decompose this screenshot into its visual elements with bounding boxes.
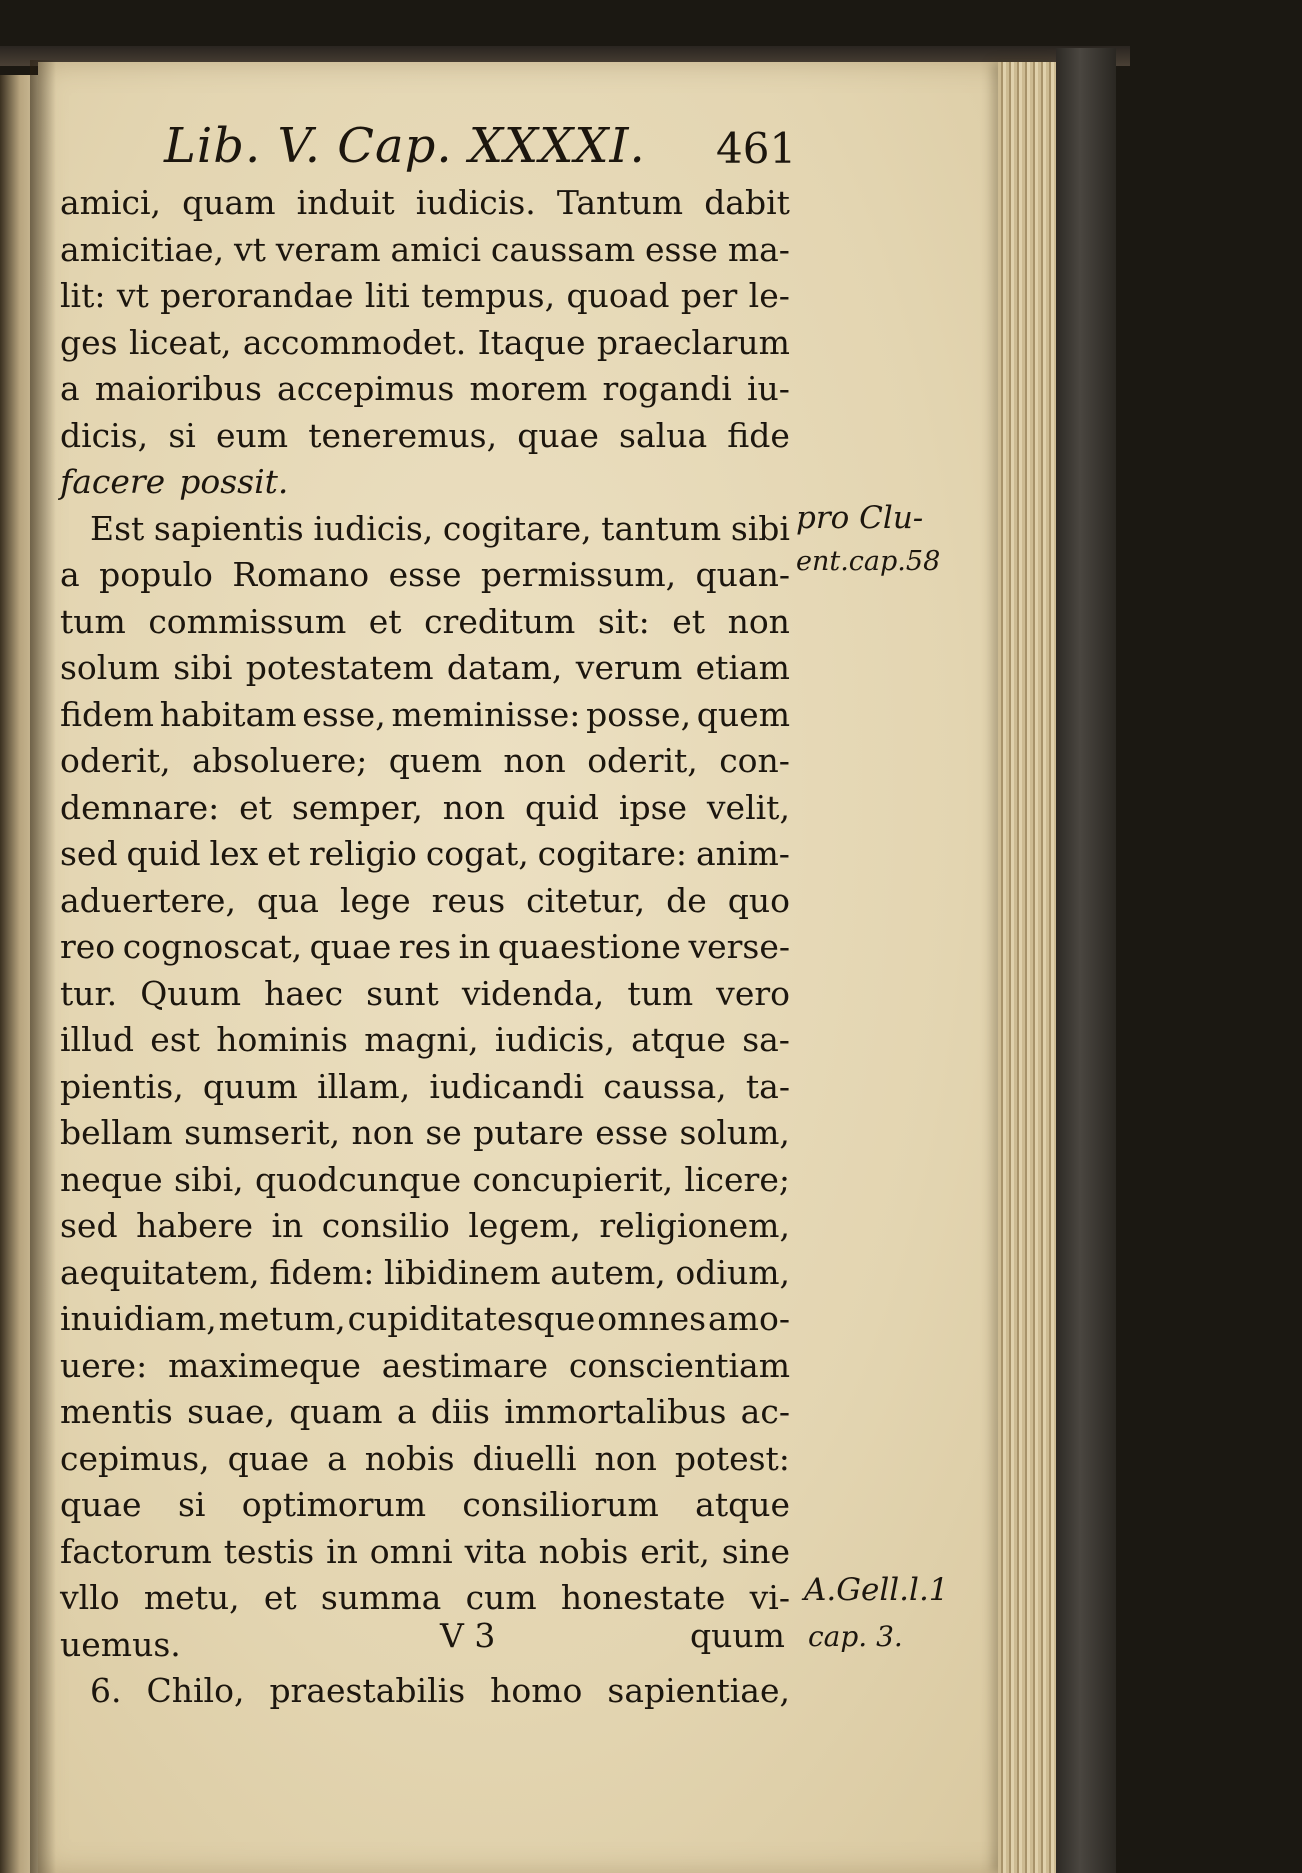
word: le-	[748, 276, 790, 315]
word: iu-	[746, 369, 790, 408]
word: quan-	[695, 555, 790, 594]
word: videnda,	[461, 973, 605, 1013]
word: caussam	[490, 229, 636, 269]
word: est	[150, 1020, 201, 1059]
text-line	[60, 366, 790, 413]
text-line	[60, 180, 790, 227]
word: et	[672, 601, 706, 641]
word: veram	[275, 229, 381, 269]
text-line	[60, 320, 790, 367]
word: velit,	[706, 787, 790, 827]
word: vita	[464, 1531, 527, 1571]
word: aestimare	[381, 1345, 549, 1385]
text-line	[60, 459, 790, 506]
word: ta-	[745, 1066, 790, 1106]
word: aduertere,	[60, 880, 236, 920]
word: tantum	[601, 508, 722, 548]
word: omni	[369, 1531, 453, 1571]
word: cogitare:	[537, 834, 688, 873]
word: pientis,	[60, 1066, 184, 1106]
word: quid	[524, 787, 600, 827]
word: a	[60, 369, 80, 408]
word: fide	[727, 415, 790, 455]
word: verum	[575, 648, 683, 687]
word: Est	[90, 508, 145, 548]
word: per	[680, 276, 738, 315]
margin-note-1-line-1: pro Clu-	[796, 500, 924, 536]
word: populo	[99, 555, 213, 594]
word: mentis	[60, 1392, 173, 1431]
word: ma-	[727, 229, 790, 269]
catchword: quum	[690, 1616, 785, 1655]
word: accommodet.	[242, 322, 467, 362]
word: amicitiae,	[60, 229, 225, 269]
word: atque	[695, 1485, 790, 1524]
word: honestate	[560, 1578, 726, 1617]
word: sed	[60, 1206, 118, 1245]
word: sapientis	[153, 508, 304, 548]
word: cogitare,	[442, 508, 592, 548]
word: se	[425, 1113, 462, 1152]
text-line	[60, 831, 790, 878]
word: quam	[182, 183, 276, 222]
word: esse	[595, 1113, 669, 1152]
signature-mark: V 3	[440, 1616, 496, 1655]
word: posse,	[586, 694, 692, 734]
word: si	[168, 415, 196, 455]
word: res	[398, 927, 452, 966]
word: in	[326, 1531, 358, 1571]
book-cover	[1056, 48, 1116, 1873]
word: licere;	[684, 1159, 790, 1199]
text-line	[60, 1575, 790, 1622]
word: sumserit,	[184, 1113, 341, 1152]
word: uere:	[60, 1345, 148, 1385]
word: tum	[60, 601, 126, 641]
word: eum	[215, 415, 289, 455]
word: lit:	[60, 276, 106, 315]
text-line	[60, 1622, 790, 1669]
word: quodcunque	[254, 1159, 462, 1199]
word: suae,	[187, 1392, 275, 1431]
word: tum	[627, 973, 694, 1013]
word: dabit	[704, 183, 790, 222]
text-line	[60, 1064, 790, 1111]
text-line	[60, 413, 790, 460]
word: odium,	[675, 1252, 790, 1292]
word: cepimus,	[60, 1438, 210, 1478]
word: summa	[320, 1578, 442, 1617]
word: perorandae	[160, 276, 354, 315]
word: conscientiam	[568, 1345, 790, 1385]
word: vi-	[749, 1578, 790, 1617]
word: accepimus	[277, 369, 455, 408]
margin-note-2-line-1: A.Gell.l.1	[804, 1572, 949, 1608]
word: quae	[227, 1438, 310, 1478]
text-line	[60, 738, 790, 785]
word: maximeque	[168, 1345, 361, 1385]
word: a	[60, 555, 80, 594]
word: testis	[223, 1531, 315, 1571]
spine-shadow	[30, 60, 56, 1873]
word: sunt	[366, 973, 439, 1013]
word: immortalibus	[504, 1392, 727, 1431]
margin-note-1-line-2: ent.cap.58	[796, 546, 941, 577]
word: sapientiae,	[607, 1671, 790, 1710]
running-header	[60, 100, 797, 180]
word: tur.	[60, 973, 118, 1013]
word: permissum,	[480, 555, 677, 594]
word: citetur,	[526, 880, 646, 920]
word: neque	[60, 1159, 163, 1199]
text-line	[60, 1157, 790, 1204]
word: quid	[126, 834, 201, 873]
word: omnes	[597, 1299, 707, 1338]
text-block	[60, 100, 797, 1715]
word: Romano	[232, 555, 370, 594]
word: quoad	[566, 276, 670, 315]
text-line	[60, 1343, 790, 1390]
word: caussa,	[603, 1066, 727, 1106]
margin-note-2-line-2: cap. 3.	[808, 1620, 903, 1653]
word: concupierit,	[472, 1159, 674, 1199]
word: putare	[473, 1113, 584, 1152]
word: non	[594, 1438, 657, 1478]
word: quae	[60, 1485, 142, 1524]
word: demnare:	[60, 787, 220, 827]
word: si	[177, 1485, 206, 1524]
word: teneremus,	[308, 415, 498, 455]
text-line	[60, 599, 790, 646]
word: aequitatem,	[60, 1252, 260, 1292]
word: inuidiam,	[60, 1299, 217, 1338]
word: quae	[309, 927, 392, 966]
word: verse-	[688, 927, 790, 966]
word: cum	[465, 1578, 537, 1617]
word: quaestione	[497, 927, 681, 966]
word: Itaque	[477, 322, 586, 362]
word: tempus,	[421, 276, 556, 315]
word: factorum	[60, 1531, 212, 1571]
word: Quum	[140, 973, 242, 1013]
word: autem,	[550, 1252, 666, 1292]
word: sed	[60, 834, 118, 873]
word: metu,	[143, 1578, 240, 1617]
word: vllo	[60, 1578, 120, 1617]
word: quae	[517, 415, 599, 455]
word: in	[458, 927, 491, 966]
word: reo	[60, 927, 116, 966]
text-line	[60, 1250, 790, 1297]
word: consilio	[321, 1206, 450, 1245]
text-line	[60, 1389, 790, 1436]
word: in	[271, 1206, 304, 1245]
word: anim-	[695, 834, 790, 873]
word: solum	[60, 648, 160, 687]
word: nobis	[364, 1438, 455, 1478]
word: sibi,	[173, 1159, 244, 1199]
word: habere	[136, 1206, 253, 1245]
word: non	[503, 741, 566, 780]
text-line	[60, 1296, 790, 1343]
word: potest:	[674, 1438, 790, 1478]
word: non	[351, 1113, 414, 1152]
word: lege	[339, 880, 411, 920]
word: bellam	[60, 1113, 173, 1152]
word: cogat,	[425, 834, 529, 873]
text-line	[60, 971, 790, 1018]
word: iudicis,	[494, 1020, 615, 1059]
word: sibi	[730, 508, 790, 548]
word: optimorum	[241, 1485, 427, 1524]
word: Chilo,	[146, 1671, 245, 1710]
word: erit,	[640, 1531, 710, 1571]
word: datam,	[446, 648, 563, 687]
word: et	[368, 601, 402, 641]
word: sit:	[597, 601, 650, 641]
word: ipse	[618, 787, 688, 827]
word: praestabilis	[269, 1671, 466, 1710]
word: etiam	[695, 648, 790, 687]
word: homo	[490, 1671, 583, 1710]
text-line	[60, 552, 790, 599]
word: amo-	[708, 1299, 790, 1338]
word: induit	[296, 183, 395, 222]
word: et	[263, 1578, 297, 1617]
word: esse	[645, 229, 718, 269]
word: libidinem	[384, 1252, 541, 1292]
word: commissum	[148, 601, 347, 641]
word: quo	[727, 880, 790, 920]
word: cupiditatesque	[347, 1299, 596, 1338]
text-line	[60, 1110, 790, 1157]
word: praeclarum	[596, 322, 790, 362]
text-line	[60, 273, 790, 320]
page-number: 461	[716, 124, 797, 173]
word: iudicis,	[313, 508, 434, 548]
word: habitam	[159, 694, 297, 734]
text-line	[60, 1017, 790, 1064]
word: meminisse:	[391, 694, 581, 734]
word: magni,	[364, 1020, 479, 1059]
running-title: Lib. V. Cap. XXXXI.	[164, 118, 646, 174]
text-line	[60, 1203, 790, 1250]
word: Tantum	[556, 183, 684, 222]
word: fidem:	[269, 1252, 375, 1292]
page-edges	[998, 62, 1058, 1873]
text-line	[60, 1529, 790, 1576]
text-line	[60, 645, 790, 692]
word: quum	[202, 1066, 298, 1106]
text-line	[60, 506, 790, 553]
word: con-	[719, 741, 790, 780]
word: reus	[431, 880, 506, 920]
word: iudicis.	[415, 183, 536, 222]
word: a	[396, 1392, 417, 1431]
word: et	[267, 834, 300, 873]
word: nobis	[538, 1531, 629, 1571]
word: religio	[308, 834, 417, 873]
word: diis	[430, 1392, 490, 1431]
word: illud	[60, 1020, 135, 1059]
word: non	[727, 601, 790, 641]
word: religionem,	[599, 1206, 790, 1245]
word: lex	[209, 834, 259, 873]
word: et	[239, 787, 272, 827]
word: liceat,	[128, 322, 232, 362]
word: oderit,	[587, 741, 698, 780]
word: atque	[631, 1020, 726, 1059]
word: diuelli	[472, 1438, 577, 1478]
word: dicis,	[60, 415, 149, 455]
word: facere	[60, 462, 166, 501]
word: uemus.	[60, 1624, 181, 1664]
word: illam,	[317, 1066, 411, 1106]
word: esse	[388, 555, 462, 594]
word: absoluere;	[192, 741, 368, 780]
word: ac-	[740, 1392, 790, 1431]
word: amici	[390, 229, 482, 269]
word: ges	[60, 322, 118, 362]
word: a	[327, 1438, 347, 1478]
word: metum,	[218, 1299, 346, 1338]
word: consiliorum	[462, 1485, 659, 1524]
word: quam	[289, 1392, 383, 1431]
word: quem	[388, 741, 482, 780]
text-line	[60, 1482, 790, 1529]
word: cognoscat,	[122, 927, 303, 966]
text-line	[60, 1436, 790, 1483]
word: solum,	[679, 1113, 790, 1152]
word: quem	[696, 694, 790, 734]
word: semper,	[291, 787, 423, 827]
word: haec	[264, 973, 344, 1013]
word: creditum	[424, 601, 576, 641]
word: vt	[116, 276, 149, 315]
word: sa-	[742, 1020, 790, 1059]
word: potestatem	[245, 648, 434, 687]
word: iudicandi	[429, 1066, 584, 1106]
word: sibi	[173, 648, 233, 687]
word: liti	[364, 276, 410, 315]
text-line	[60, 692, 790, 739]
word: de	[666, 880, 707, 920]
word: maioribus	[94, 369, 262, 408]
word: rogandi	[602, 369, 732, 408]
word: fidem	[60, 694, 154, 734]
body-text	[60, 180, 790, 1715]
word: esse,	[302, 694, 386, 734]
word: salua	[619, 415, 708, 455]
word: vt	[233, 229, 266, 269]
word: oderit,	[60, 741, 171, 780]
word: qua	[256, 880, 319, 920]
text-line	[60, 785, 790, 832]
word: legem,	[468, 1206, 581, 1245]
word: 6.	[90, 1671, 122, 1710]
text-line	[60, 227, 790, 274]
word: sine	[721, 1531, 790, 1571]
text-line	[60, 878, 790, 925]
text-line	[60, 924, 790, 971]
word: possit.	[179, 462, 289, 501]
text-line	[60, 1668, 790, 1715]
word: hominis	[216, 1020, 348, 1059]
word: amici,	[60, 183, 162, 222]
word: morem	[469, 369, 588, 408]
word: vero	[716, 973, 790, 1013]
word: non	[442, 787, 506, 827]
